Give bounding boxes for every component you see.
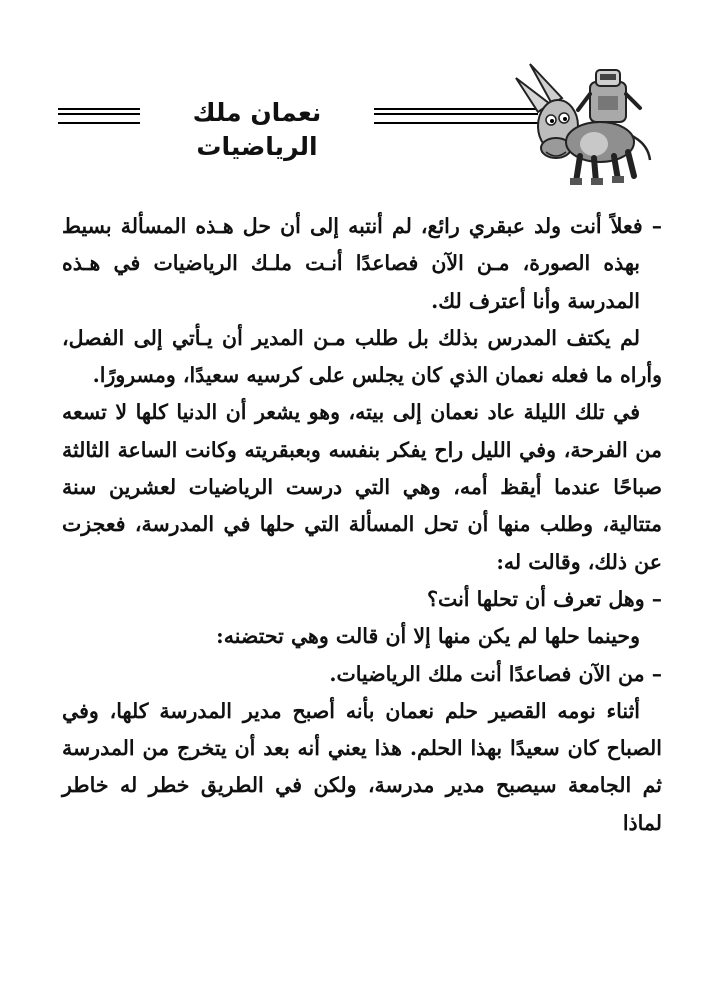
paragraph: في تلك الليلة عاد نعمان إلى بيته، وهو يشعر أن الدنيا كلها لا تسعه من الفرحة، وفي الليل راح يفكر بنفسه وبعبقريته وكانت الساعة الثالثة صباحًا عندما أيقظ أمه، وهي التي درست الرياضيات لعشرين سنة متتالية، وطلب منها أن تحل المسألة التي حلها في المدرسة، فعجزت عن ذلك، وقالت له:	[62, 400, 662, 574]
decorative-rule-left	[58, 108, 140, 124]
story-text	[62, 208, 662, 842]
paragraph: لم يكتف المدرس بذلك بل طلب مـن المدير أن يـأتي إلى الفصل، وأراه ما فعله نعمان الذي كان يجلس على كرسيه سعيدًا، ومسرورًا.	[62, 325, 662, 388]
dialogue-line: – من الآن فصاعدًا أنت ملك الرياضيات.	[329, 661, 662, 686]
dialogue-paragraph: – فعلاً أنت ولد عبقري رائع، لم أنتبه إلى أن حل هـذه المسألة بسيط بهذه الصورة، مـن الآن فصاعدًا أنـت ملـك الرياضيات في هـذه المدرسة وأنا أعترف لك.	[62, 214, 662, 313]
paragraph: أثناء نومه القصير حلم نعمان بأنه أصبح مدير المدرسة كلها، وفي الصباح كان سعيدًا بهذا الحلم. هذا يعني أنه بعد أن يتخرج من المدرسة ثم الجامعة سيصبح مدير مدرسة، ولكن في الطريق خطر له خاطر لماذا	[62, 698, 662, 835]
dialogue-line: – وهل تعرف أن تحلها أنت؟	[427, 586, 662, 611]
chapter-title: نعمان ملك الرياضيات	[192, 98, 322, 161]
paragraph: وحينما حلها لم يكن منها إلا أن قالت وهي تحتضنه:	[216, 624, 640, 649]
chapter-header	[40, 60, 680, 190]
donkey-with-robot-mascot-icon	[508, 60, 658, 190]
